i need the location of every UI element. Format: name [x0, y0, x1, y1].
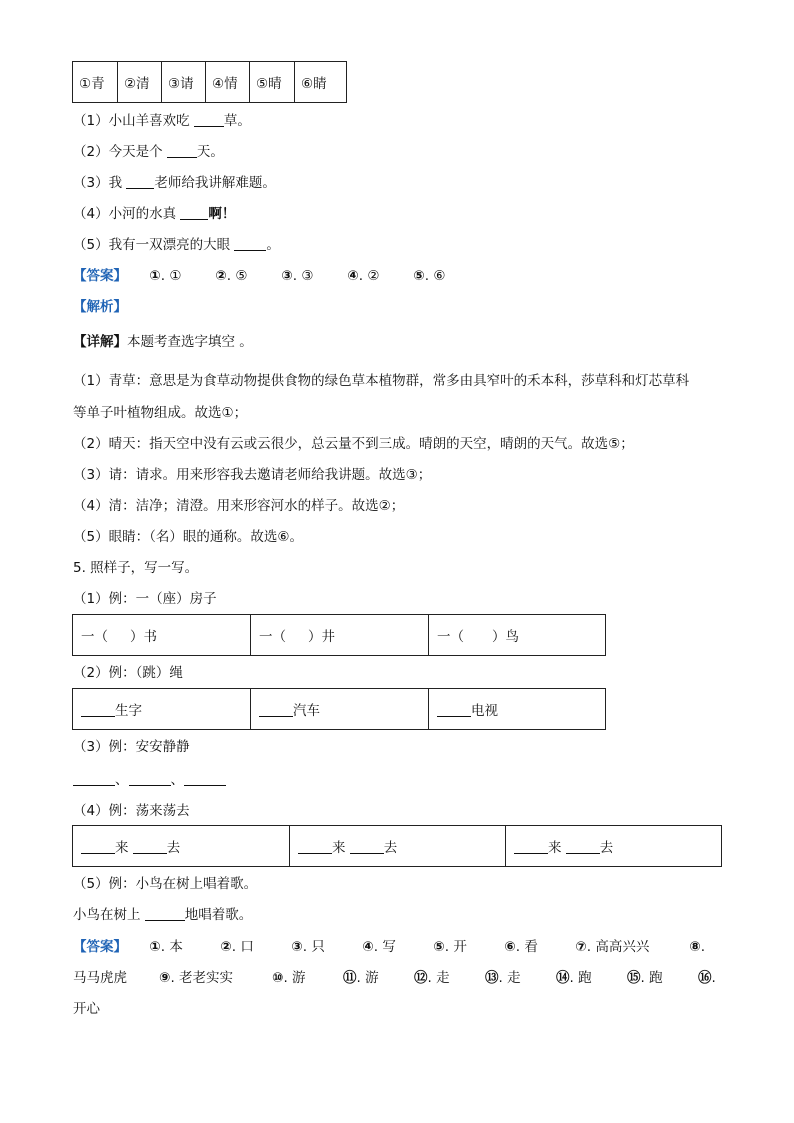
fill-blank	[298, 838, 332, 854]
answer-item: ②. 口	[220, 939, 254, 955]
fill-blank	[259, 701, 293, 717]
measure-word-table	[72, 614, 606, 656]
answer-tag: 【答案】	[73, 268, 127, 284]
answer-row	[73, 937, 705, 957]
answer-row	[73, 266, 479, 286]
explanation-line: （4）清：洁净；清澄。用来形容河水的样子。故选②；	[73, 498, 405, 514]
table-cell: 一（ ）书	[73, 615, 251, 656]
answer-item: ①. 本	[149, 939, 183, 955]
fill-blank	[437, 701, 471, 717]
answer-item: ①. ①	[149, 268, 182, 284]
explanation-line: （1）青草：意思是为食草动物提供食物的绿色草本植物群，常多由具窄叶的禾本科，莎草科和灯芯草科	[73, 373, 690, 389]
table-cell: 生字	[73, 689, 251, 730]
fill-blank	[126, 173, 154, 189]
option-cell: ①青	[73, 62, 118, 103]
explanation-line: （3）请：请求。用来形容我去邀请老师给我讲题。故选③；	[73, 467, 432, 483]
analysis-tag: 【解析】	[73, 299, 127, 315]
analysis-heading	[73, 297, 127, 317]
answer-item: ③. 只	[291, 939, 325, 955]
answer-item: ⑭. 跑	[556, 970, 592, 986]
fill-blank	[180, 204, 208, 220]
option-cell: ③请	[162, 62, 206, 103]
fill-blank	[73, 770, 115, 786]
answer-item: ⑥. 看	[504, 939, 538, 955]
pattern-table	[72, 825, 722, 867]
question-item: （4）小河的水真 啊！	[73, 206, 236, 222]
table-cell: 来 去	[290, 826, 506, 867]
explanation-line: 等单子叶植物组成。故选①；	[73, 405, 248, 421]
table-cell: 来 去	[73, 826, 290, 867]
option-cell: ⑥睛	[295, 62, 347, 103]
sub-question-label: （1）例：一（座）房子	[73, 591, 217, 607]
sub-question-label: （4）例：荡来荡去	[73, 803, 190, 819]
explanation-line: （5）眼睛：（名）眼的通称。故选⑥。	[73, 529, 303, 545]
fill-blank	[145, 905, 185, 921]
fill-blank	[81, 701, 115, 717]
explanation-line: （2）晴天：指天空中没有云或云很少，总云量不到三成。晴朗的天空，晴朗的天气。故选⑤；	[73, 436, 634, 452]
answer-row: 马马虎虎 ⑨. 老老实实 ⑩. 游 ⑪. 游 ⑫. 走 ⑬. 走 ⑭. 跑 ⑮. 跑 ⑯.	[73, 970, 716, 986]
blank-series: 、 、	[73, 770, 226, 790]
answer-item: ⑫. 走	[414, 970, 450, 986]
answer-item: ⑤. ⑥	[413, 268, 446, 284]
sub-question-label: （5）例：小鸟在树上唱着歌。	[73, 876, 258, 892]
answer-item: ⑮. 跑	[627, 970, 663, 986]
fill-blank	[194, 111, 224, 127]
option-cell: ②清	[118, 62, 162, 103]
answer-item: ⑨. 老老实实	[159, 970, 234, 986]
fill-blank	[350, 838, 384, 854]
answer-item: ③. ③	[281, 268, 314, 284]
option-cell: ④情	[206, 62, 250, 103]
fill-blank	[81, 838, 115, 854]
fill-blank	[129, 770, 171, 786]
table-cell: 一（ ）鸟	[429, 615, 606, 656]
verb-object-table	[72, 688, 606, 730]
option-cell: ⑤晴	[250, 62, 295, 103]
question-title: 5. 照样子，写一写。	[73, 560, 199, 576]
question-item: （3）我 老师给我讲解难题。	[73, 175, 276, 191]
answer-item: ⑦. 高高兴兴	[575, 939, 650, 955]
table-cell: 来 去	[506, 826, 722, 867]
answer-item: ⑩. 游	[272, 970, 306, 986]
detail-line: 【详解】本题考查选字填空 。	[73, 334, 253, 350]
answer-item: ④. ②	[347, 268, 380, 284]
answer-item: ⑬. 走	[485, 970, 521, 986]
fill-blank	[133, 838, 167, 854]
fill-blank	[566, 838, 600, 854]
table-cell: 一（ ）井	[251, 615, 429, 656]
answer-row: 开心	[73, 1001, 100, 1017]
fill-blank	[167, 142, 197, 158]
options-table	[72, 61, 347, 103]
table-cell: 汽车	[251, 689, 429, 730]
detail-tag: 【详解】	[73, 334, 127, 350]
sub-question-label: （2）例：（跳）绳	[73, 665, 183, 681]
question-item: （5）我有一双漂亮的大眼 。	[73, 237, 280, 253]
question-item: （1）小山羊喜欢吃 草。	[73, 113, 251, 129]
table-cell: 电视	[429, 689, 606, 730]
answer-item: ②. ⑤	[215, 268, 248, 284]
question-item: （2）今天是个 天。	[73, 144, 224, 160]
fill-blank	[184, 770, 226, 786]
answer-item: ⑪. 游	[343, 970, 379, 986]
sub-question-label: （3）例：安安静静	[73, 739, 190, 755]
fill-blank	[514, 838, 548, 854]
answer-item: ⑤. 开	[433, 939, 467, 955]
answer-tag: 【答案】	[73, 939, 127, 955]
answer-item: ⑧.	[689, 939, 706, 955]
answer-item: ④. 写	[362, 939, 396, 955]
answer-item: ⑯.	[698, 970, 716, 986]
fill-blank	[234, 235, 266, 251]
question-item: 小鸟在树上 地唱着歌。	[73, 907, 253, 923]
